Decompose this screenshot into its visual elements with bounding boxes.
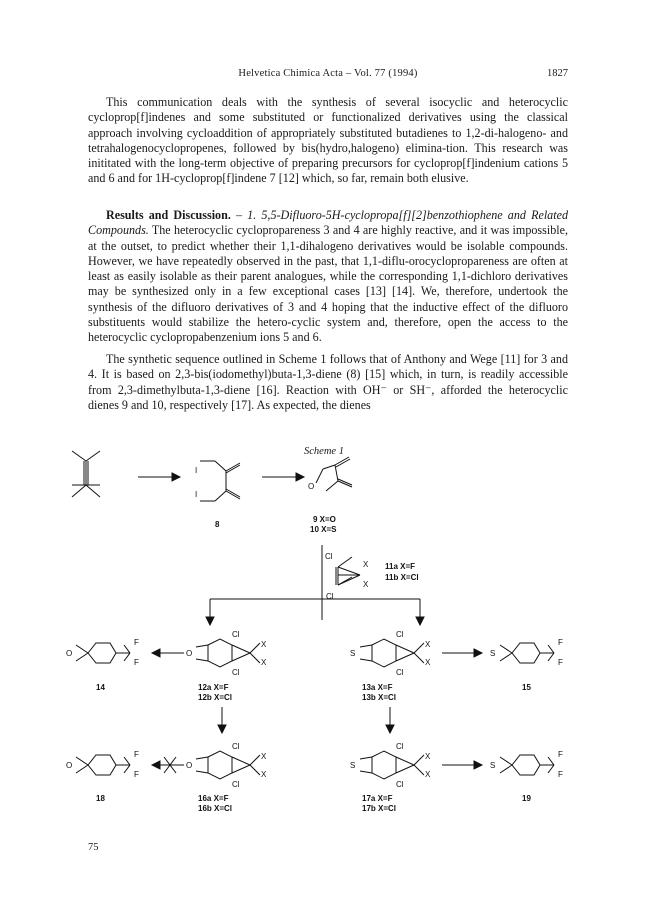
substituent-x: X [363, 560, 369, 569]
page-number: 1827 [547, 68, 568, 79]
compound-label: 16b X=Cl [198, 804, 233, 813]
compound-label: 15 [522, 683, 531, 692]
results-text: The heterocyclic cyclopropareness 3 and 4 are highly reactive, and it was impossible, at the outset, to predict whether their 1,1-dihalogeno derivatives would be isolable compounds. However, we have repeatedly observed in the past, that 1,1-diflu-orocyclopropareness are often at least as easily isolable as their parent analogues, while the corresponding 1,1-dichloro derivatives may be synthesized only in a few exceptional cases [13] [14]. We, therefore, undertook the synthesis of the difluoro derivatives of 3 and 4 hoping that the inductive effect of the difluoro substituents would stabilize the hetero-cyclic system and, therefore, open the access to the heterocyclic cyclopropabenzenium ions 5 and 6. [88, 223, 568, 345]
sulfur-atom: S [350, 761, 356, 770]
compound-label: 11b X=Cl [385, 573, 419, 582]
substituent-x: X [425, 640, 431, 649]
chlorine-atom: Cl [232, 780, 240, 789]
compound-label: 13b X=Cl [362, 693, 397, 702]
adduct-12-structure [186, 630, 267, 677]
fluorine-atom: F [134, 770, 139, 779]
compound-label: 12a X=F [198, 683, 229, 692]
reaction-arrow [386, 707, 394, 733]
sulfur-atom: S [490, 761, 496, 770]
chlorine-atom: Cl [396, 742, 404, 751]
substituent-x: X [425, 752, 431, 761]
fluorine-atom: F [134, 638, 139, 647]
footer-page-code: 75 [88, 842, 99, 853]
synthesis-paragraph [88, 352, 568, 413]
failed-reaction-arrow [152, 757, 184, 773]
compound-label: 9 X=O [313, 515, 336, 524]
results-paragraph [88, 208, 568, 346]
compound-label: 13a X=F [362, 683, 393, 692]
intro-paragraph [88, 95, 568, 187]
benzothiophene-cyclopropene-structure [490, 750, 563, 779]
difluorocyclopropa-thiophene-structure [490, 638, 563, 667]
chlorine-atom: Cl [232, 742, 240, 751]
section-heading: Results and Discussion. [106, 208, 231, 222]
oxygen-atom: O [186, 761, 193, 770]
sulfur-atom: S [350, 649, 356, 658]
intro-text: This communication deals with the synthesis of several isocyclic and heterocyclic cycloprop[f]indenes and some substituted or functionalized derivatives using the classical approach involving cycloaddition of appropriately substituted butadienes to 1,2-di-halogeno- and tetrahalogenocyclopropenes, followed by bis(hydro,halogeno) elimina-tion. This research was inititated with the long-term objective of preparing precursors for cycloprop[f]indenium cations 5 and 6 and for 1H-cycloprop[f]indene 7 [12] which, so far, remain both elusive. [88, 95, 568, 186]
substituent-x: X [363, 580, 369, 589]
chlorine-atom: Cl [326, 592, 334, 601]
furan-adduct-16-structure [186, 742, 267, 789]
compound-label: 10 X=S [310, 525, 337, 534]
journal-title: Helvetica Chimica Acta – Vol. 77 (1994) [238, 68, 418, 79]
fluorine-atom: F [558, 658, 563, 667]
compound-label: 8 [215, 520, 220, 529]
substituent-x: X [261, 770, 267, 779]
bis-iodomethyl-butadiene-structure [195, 461, 240, 501]
adduct-13-structure [350, 630, 431, 677]
benzofuran-cyclopropene-structure [66, 750, 139, 779]
fluorine-atom: F [558, 638, 563, 647]
branching-arrows [206, 599, 424, 625]
synthesis-text: The synthetic sequence outlined in Scheme 1 follows that of Anthony and Wege [11] for 3 and 4. It is based on 2,3-bis(iodomethyl)buta-1,3-diene (8) [15] which, in turn, is readily accessible from 2,3-dimethylbuta-1,3-diene [16]. Reaction with OH⁻ or SH⁻, afforded the heterocyclic dienes 9 and 10, respectively [17]. As expected, the dienes [88, 352, 568, 412]
reaction-arrow [138, 473, 180, 481]
thiophene-adduct-17-structure [350, 742, 431, 789]
reaction-arrow [152, 649, 184, 657]
oxygen-atom: O [66, 649, 73, 658]
compound-label: 17a X=F [362, 794, 393, 803]
compound-label: 14 [96, 683, 105, 692]
chlorine-atom: Cl [396, 780, 404, 789]
fluorine-atom: F [134, 750, 139, 759]
fluorine-atom: F [558, 770, 563, 779]
reaction-arrow [442, 761, 482, 769]
reaction-arrow [442, 649, 482, 657]
sulfur-atom: S [490, 649, 496, 658]
reaction-arrow [218, 707, 226, 733]
fluorine-atom: F [134, 658, 139, 667]
substituent-x: X [261, 752, 267, 761]
subsection-heading: – 1. 5,5-Difluoro-5H-cyclopropa[f][2]benzothiophene and Related Compounds. [88, 208, 569, 238]
chlorine-atom: Cl [325, 552, 333, 561]
fluorine-atom: F [558, 750, 563, 759]
heterocyclic-diene-structure [308, 457, 352, 491]
iodine-atom: I [195, 490, 198, 499]
oxygen-atom: O [186, 649, 193, 658]
compound-label: 17b X=Cl [362, 804, 397, 813]
substituent-x: X [261, 640, 267, 649]
substituent-x: X [425, 770, 431, 779]
scheme-title: Scheme 1 [304, 446, 344, 457]
dimethylbutadiene-structure [72, 451, 100, 497]
compound-label: 16a X=F [198, 794, 229, 803]
compound-label: 19 [522, 794, 531, 803]
compound-label: 12b X=Cl [198, 693, 233, 702]
chlorine-atom: Cl [232, 668, 240, 677]
substituent-x: X [261, 658, 267, 667]
oxygen-atom: O [66, 761, 73, 770]
chlorine-atom: Cl [396, 668, 404, 677]
chlorine-atom: Cl [396, 630, 404, 639]
tetrahalocyclopropene-structure [322, 545, 369, 620]
heteroatom-x: O [308, 482, 315, 491]
iodine-atom: I [195, 466, 198, 475]
substituent-x: X [425, 658, 431, 667]
chlorine-atom: Cl [232, 630, 240, 639]
reaction-scheme [60, 435, 600, 835]
compound-label: 18 [96, 794, 105, 803]
difluorocyclopropa-furan-structure [66, 638, 139, 667]
reaction-arrow [262, 473, 304, 481]
compound-label: 11a X=F [385, 562, 416, 571]
